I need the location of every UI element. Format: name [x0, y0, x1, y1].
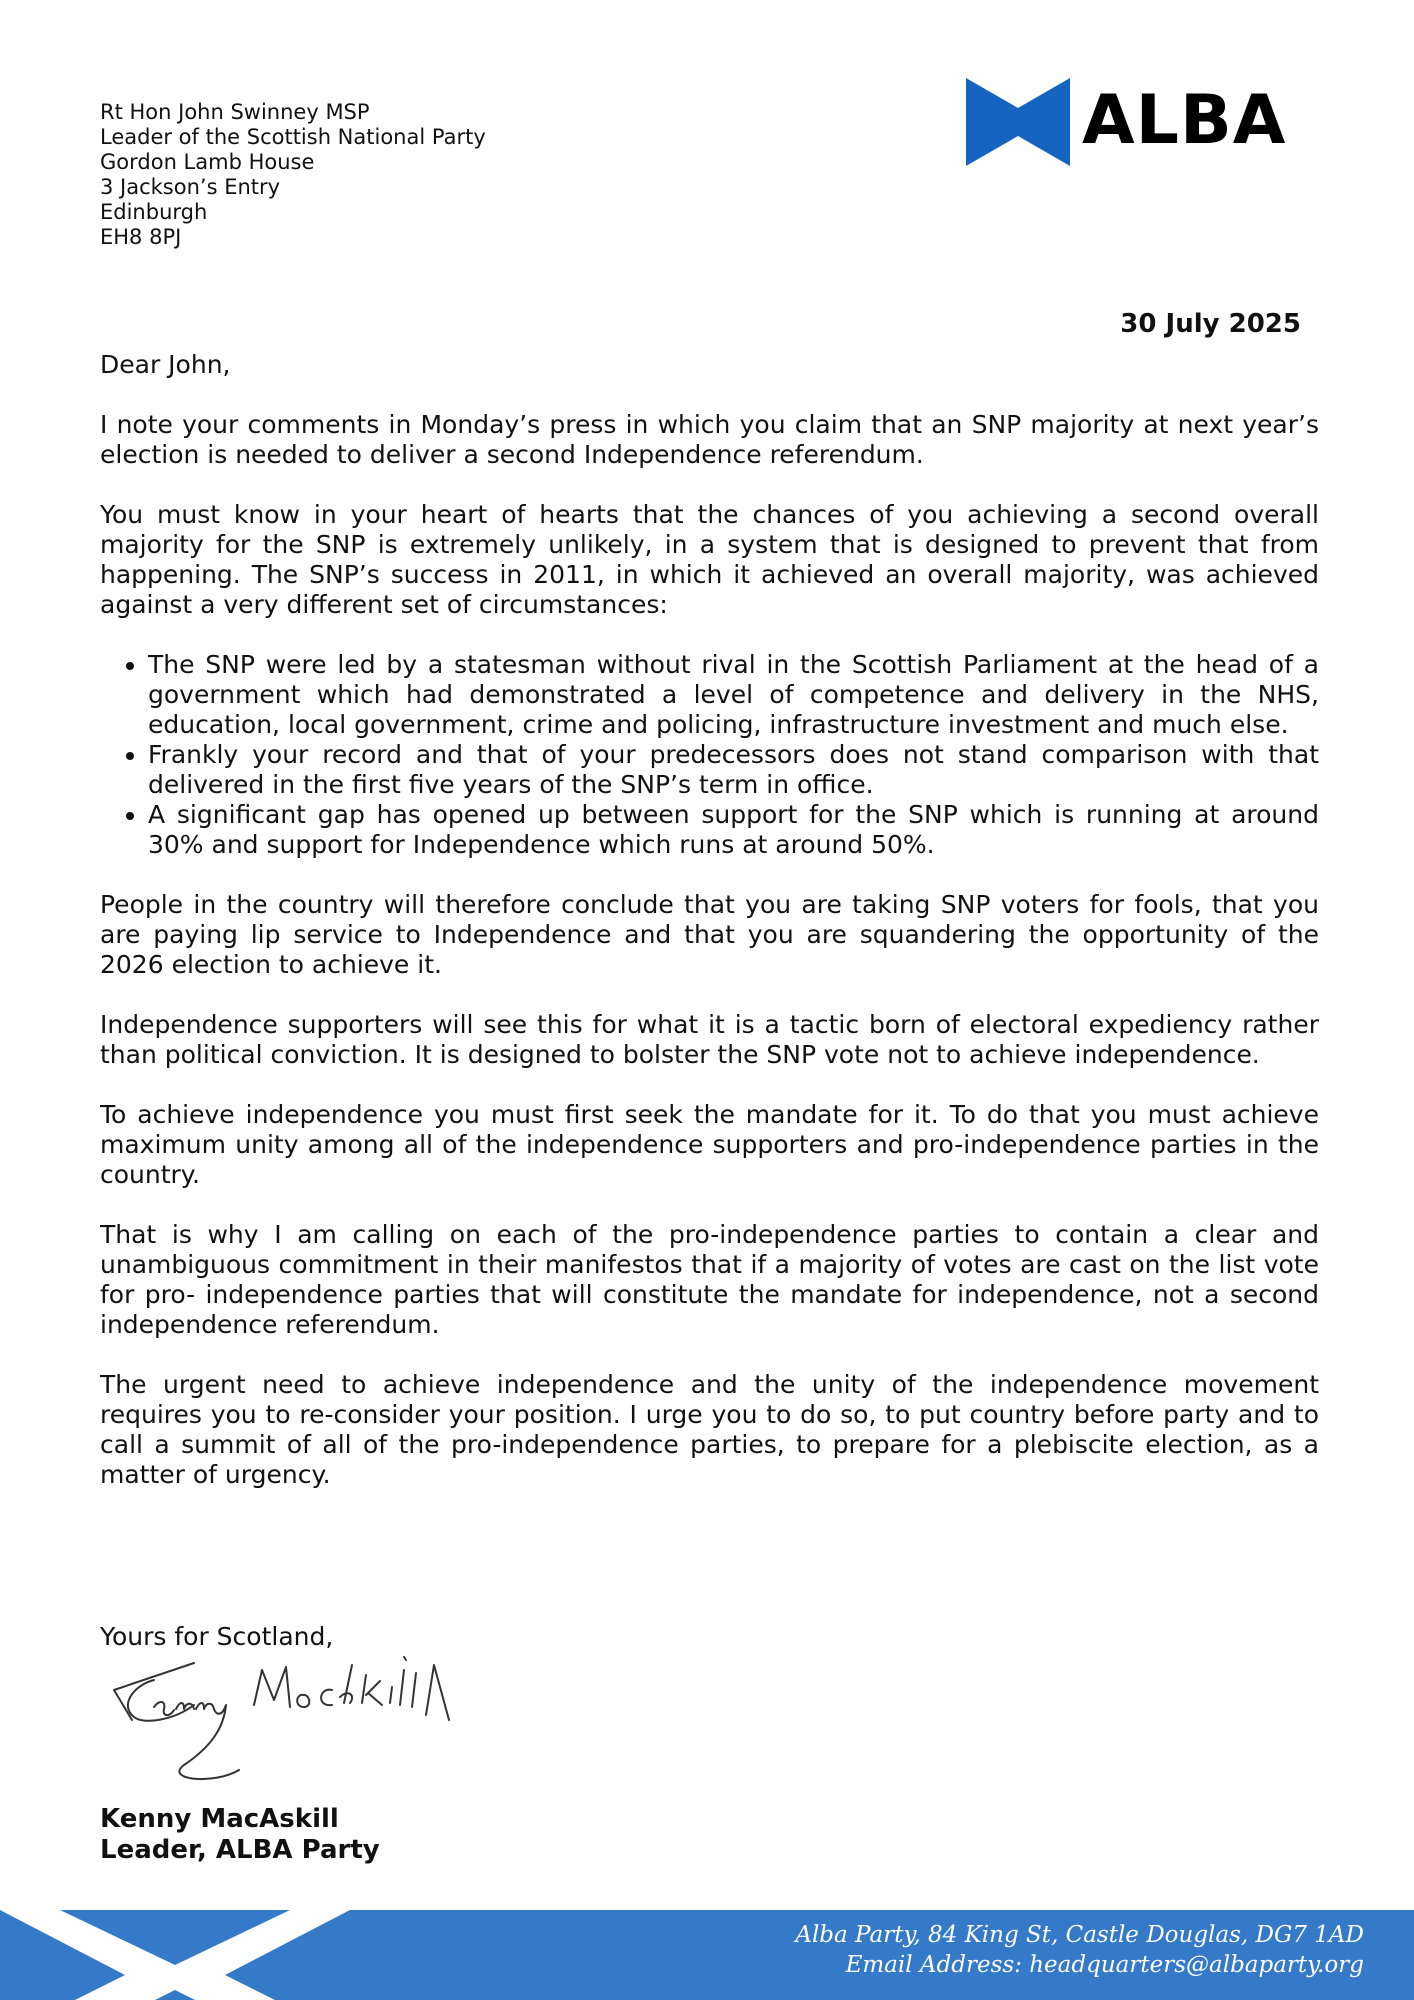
paragraph: That is why I am calling on each of the pro-independence parties to contain a clear and unambiguous commitment in their manifestos that if a majority of votes are cast on the list vote for pro- independence parties that will constitute the mandate for independence, not a second independence referendum. [100, 1220, 1319, 1339]
handwritten-signature [104, 1645, 484, 1795]
saltire-flag-icon [0, 1910, 360, 2000]
signer-name: Kenny MacAskill [100, 1804, 339, 1834]
bullet-item: • Frankly your record and that of your predecessors does not stand comparison with that delivered in the first five years of the SNP’s term in office. [148, 740, 1319, 800]
bullet-item: • A significant gap has opened up between support for the SNP which is running at around 30% and support for Independence which runs at around 50%. [148, 800, 1319, 860]
footer-email: Email Address: headquarters@albaparty.org [845, 1952, 1364, 1978]
signer-block [100, 1804, 380, 1866]
paragraph: Independence supporters will see this for what it is a tactic born of electoral expediency rather than political conviction. It is designed to bolster the SNP vote not to achieve independence. [100, 1010, 1319, 1069]
closing-line: Yours for Scotland, [100, 1622, 334, 1651]
letter-body [100, 350, 1319, 1520]
recipient-line: 3 Jackson’s Entry [100, 175, 281, 199]
footer-address: Alba Party, 84 King St, Castle Douglas, DG7 1AD [795, 1922, 1364, 1948]
paragraph: I note your comments in Monday’s press in which you claim that an SNP majority at next year’s election is needed to deliver a second Independence referendum. [100, 410, 1319, 469]
recipient-line: Rt Hon John Swinney MSP [100, 100, 370, 124]
signer-title: Leader, ALBA Party [100, 1835, 380, 1865]
paragraph: You must know in your heart of hearts that the chances of you achieving a second overall majority for the SNP is extremely unlikely, in a system that is designed to prevent that from happening. The SNP’s success in 2011, in which it achieved an overall majority, was achieved against a very different set of circumstances: [100, 500, 1319, 619]
bullet-list [100, 650, 1319, 860]
paragraph: People in the country will therefore conclude that you are taking SNP voters for fools, that you are paying lip service to Independence and that you are squandering the opportunity of the 2026 election to achieve it. [100, 890, 1319, 979]
paragraph: To achieve independence you must first seek the mandate for it. To do that you must achieve maximum unity among all of the independence supporters and pro-independence parties in the country. [100, 1100, 1319, 1189]
salutation: Dear John, [100, 350, 231, 379]
footer-bar [0, 1910, 1414, 2000]
recipient-line: Edinburgh [100, 200, 208, 224]
recipient-line: Gordon Lamb House [100, 150, 315, 174]
recipient-line: Leader of the Scottish National Party [100, 125, 486, 149]
recipient-line: EH8 8PJ [100, 225, 182, 249]
logo-text: ALBA [1082, 81, 1287, 160]
alba-logo [966, 78, 1287, 166]
letter-date: 30 July 2025 [1120, 309, 1301, 339]
footer-contact [795, 1920, 1364, 1980]
recipient-address [100, 100, 486, 250]
bullet-item: • The SNP were led by a statesman without rival in the Scottish Parliament at the head of a government which had demonstrated a level of competence and delivery in the NHS, education, local government, crime and policing, infrastructure investment and much else. [148, 650, 1319, 740]
paragraph: The urgent need to achieve independence and the unity of the independence movement requires you to re-consider your position. I urge you to do so, to put country before party and to call a summit of all of the pro-independence parties, to prepare for a plebiscite election, as a matter of urgency. [100, 1370, 1319, 1489]
saltire-icon [966, 78, 1070, 166]
